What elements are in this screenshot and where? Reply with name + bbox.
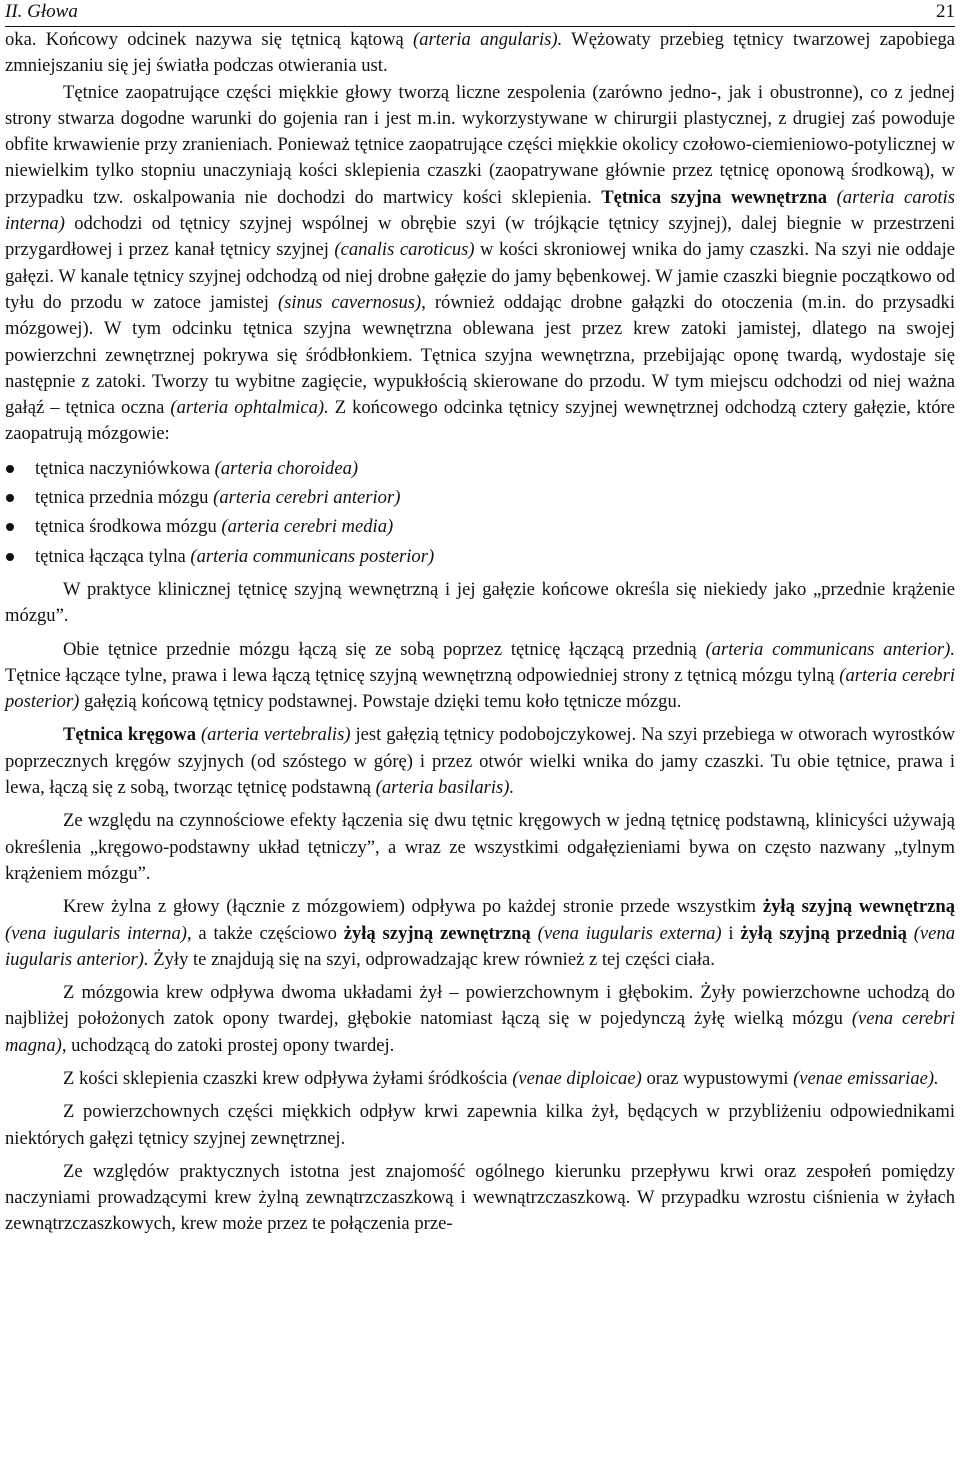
paragraph-6	[5, 808, 955, 887]
running-header	[5, 0, 955, 27]
latin-term: (arteria angularis).	[413, 29, 563, 50]
text-run: , uchodzącą do zatoki prostej opony twardej.	[61, 1034, 395, 1056]
list-item	[5, 454, 955, 483]
text-run	[907, 923, 914, 944]
list-item	[5, 542, 955, 571]
list-item-text: tętnica przednia mózgu	[35, 487, 214, 509]
paragraph-3	[5, 577, 955, 630]
text-run: oraz wypustowymi	[641, 1067, 794, 1089]
text-run: Krew żylna z głowy (łącznie z mózgowiem) odpływa po każdej stronie przede wszystkim	[63, 896, 763, 918]
text-run: Z kości sklepienia czaszki krew odpływa żyłami śródkościa	[63, 1067, 513, 1089]
paragraph-1	[5, 27, 955, 80]
latin-term: (sinus cavernosus)	[277, 291, 422, 313]
list-item-text: tętnica łącząca tylna	[35, 545, 191, 567]
latin-term: (arteria ophtalmica).	[170, 397, 329, 419]
paragraph-11	[5, 1159, 955, 1238]
text-run: Z mózgowia krew odpływa dwoma układami żył – powierzchownym i głębokim. Żyły powierzchowne uchodzą do najbliżej położonych zatok opony twardej, głębokie natomiast łączą się w pojedynczą żyłę wielką mózgu	[5, 982, 955, 1030]
latin-term: (venae diploicae)	[512, 1067, 642, 1089]
latin-term: (canalis caroticus)	[334, 239, 475, 261]
text-run	[827, 187, 837, 208]
bullet-icon	[6, 494, 14, 502]
latin-term: (vena iugularis externa)	[537, 922, 722, 944]
text-run: Żyły te znajdują się na szyi, odprowadzając krew również z tej części ciała.	[148, 948, 715, 970]
bullet-icon	[6, 523, 14, 531]
text-run: Z powierzchownych części miękkich odpływ krwi zapewnia kilka żył, będących w przybliżeniu odpowiednikami niektórych gałęzi tętnicy szyjnej zewnętrznej.	[5, 1101, 955, 1149]
latin-term: (arteria vertebralis)	[200, 724, 351, 746]
text-run: Ze względów praktycznych istotna jest znajomość ogólnego kierunku przepływu krwi oraz zespołeń pomiędzy naczyniami prowadzącymi krew żylną zewnątrzczaszkową i wewnątrzczaszkową. W przypadku wzrostu ciśnienia w żyłach zewnątrzczaszkowych, krew może przez te połączenia prze-	[5, 1160, 955, 1235]
text-run: Z końcowego odcinka tętnicy szyjnej wewnętrznej odchodzą cztery gałęzie, które zaopatrują mózgowie:	[5, 397, 955, 445]
bold-term: żyłą szyjną przednią	[740, 922, 907, 944]
list-item	[5, 512, 955, 541]
bullet-list	[5, 454, 955, 571]
text-run: Obie tętnice przednie mózgu łączą się ze sobą poprzez tętnicę łączącą przednią	[63, 638, 706, 660]
text-run: i	[721, 922, 741, 944]
bold-term: Tętnica szyjna wewnętrzna	[601, 186, 827, 208]
latin-term: (arteria communicans posterior)	[190, 545, 435, 567]
text-run: W praktyce klinicznej tętnicę szyjną wewnętrzną i jej gałęzie końcowe określa się niekiedy jako „przednie krążenie mózgu”.	[5, 578, 955, 627]
bold-term: żyłą szyjną zewnętrzną	[343, 922, 531, 944]
paragraph-5	[5, 722, 955, 801]
list-item	[5, 483, 955, 512]
text-run: jest gałęzią tętnicy podobojczykowej. Na szyi przebiega w otworach wyrostków poprzecznych kręgów szyjnych (od szóstego w górę) i przez otwór wielki wnika do jamy czaszki. Tu obie tętnice, prawa i lewa, łączą się z sobą, tworząc tętnicę podstawną	[5, 724, 955, 799]
paragraph-4	[5, 637, 955, 716]
text-run: , a także częściowo	[186, 922, 344, 944]
paragraph-7	[5, 894, 955, 973]
latin-term: (arteria choroidea)	[214, 457, 359, 479]
text-run: w kości skroniowej wnika do jamy czaszki. Na szyi nie oddaje gałęzi. W kanale tętnicy szyjnej odchodzą od niej drobne gałęzie do jamy bębenkowej. W jamie czaszki biegnie początkowo od tyłu do przodu w zatoce jamistej	[5, 239, 955, 313]
paragraph-2	[5, 80, 955, 448]
paragraph-10	[5, 1099, 955, 1152]
latin-term: (venae emissariae).	[793, 1067, 939, 1089]
page-body	[5, 27, 955, 1238]
paragraph-8	[5, 980, 955, 1059]
latin-term: (arteria cerebri media)	[221, 516, 394, 538]
bullet-icon	[6, 465, 14, 473]
paragraph-9	[5, 1066, 955, 1092]
text-run: Ze względu na czynnościowe efekty łączenia się dwu tętnic kręgowych w jedną tętnicę podstawną, klinicyści używają określenia „kręgowo-podstawny układ tętniczy”, a wraz ze wszystkimi odgałęzieniami bywa on często nazwany „tylnym krążeniem mózgu”.	[5, 810, 955, 884]
text-run: oka. Końcowy odcinek nazywa się tętnicą kątową	[5, 29, 414, 50]
text-run	[531, 923, 538, 944]
page-number: 21	[936, 1, 955, 22]
bold-term: żyłą szyjną wewnętrzną	[762, 896, 955, 918]
list-item-text: tętnica naczyniówkowa	[35, 457, 215, 479]
latin-term: (vena iugularis anterior).	[5, 922, 955, 970]
text-run: Tętnice zaopatrujące części miękkie głowy tworzą liczne zespolenia (zarówno jedno-, jak i obustronne), co z jednej strony stwarza dogodne warunki do gojenia ran i jest m.in. wykorzystywane w chirurgii plastycznej, z drugiej zaś powoduje obfite krwawienie przy zranieniach. Ponieważ tętnice zaopatrujące części miękkie okolicy czołowo-ciemieniowo-potylicznej w niewielkim tylko stopniu unaczyniają kości sklepienia czaszki (zaopatrywane głównie przez tętnicę oponową środkową), w przypadku tzw. oskalpowania nie dochodzi do martwicy kości sklepienia.	[5, 81, 955, 208]
text-run: gałęzią końcową tętnicy podstawnej. Powstaje dzięki temu koło tętnicze mózgu.	[79, 691, 682, 713]
latin-term: (arteria basilaris).	[375, 777, 515, 799]
latin-term: (vena cerebri magna)	[5, 1008, 955, 1056]
latin-term: (vena iugularis interna)	[5, 922, 187, 944]
bold-term: Tętnica kręgowa	[63, 724, 197, 746]
latin-term: (arteria cerebri posterior)	[5, 664, 956, 713]
latin-term: (arteria cerebri anterior)	[213, 487, 401, 509]
list-item-text: tętnica środkowa mózgu	[35, 516, 222, 538]
latin-term: (arteria communicans anterior).	[705, 638, 955, 660]
text-run: , również oddając drobne gałązki do otoczenia (m.in. do przysadki mózgowej). W tym odcinku tętnica szyjna wewnętrzna oblewana jest przez krew zatoki jamistej, dlatego na swojej powierzchni zewnętrznej pokrywa się śródbłonkiem. Tętnica szyjna wewnętrzna, przebijając oponę twardą, wydostaje się następnie z zatoki. Tworzy tu wybitne zagięcie, wypukłością skierowane do przodu. W tym miejscu odchodzi od niej ważna gałąź – tętnica oczna	[5, 291, 956, 419]
chapter-title: II. Głowa	[5, 1, 78, 22]
text-run: Wężowaty przebieg tętnicy twarzowej zapobiega zmniejszaniu się jej światła podczas otwierania ust.	[5, 29, 955, 77]
text-run: odchodzi od tętnicy szyjnej wspólnej w obrębie szyi (w trójkącie tętnicy szyjnej), dalej biegnie w przestrzeni przygardłowej i przez kanał tętnicy szyjnej	[5, 213, 955, 261]
bullet-icon	[6, 553, 14, 561]
text-run: Tętnice łączące tylne, prawa i lewa łączą tętnicę szyjną wewnętrzną odpowiedniej strony z tętnicą mózgu tylną	[5, 664, 840, 686]
latin-term: (arteria carotis interna)	[5, 186, 955, 235]
